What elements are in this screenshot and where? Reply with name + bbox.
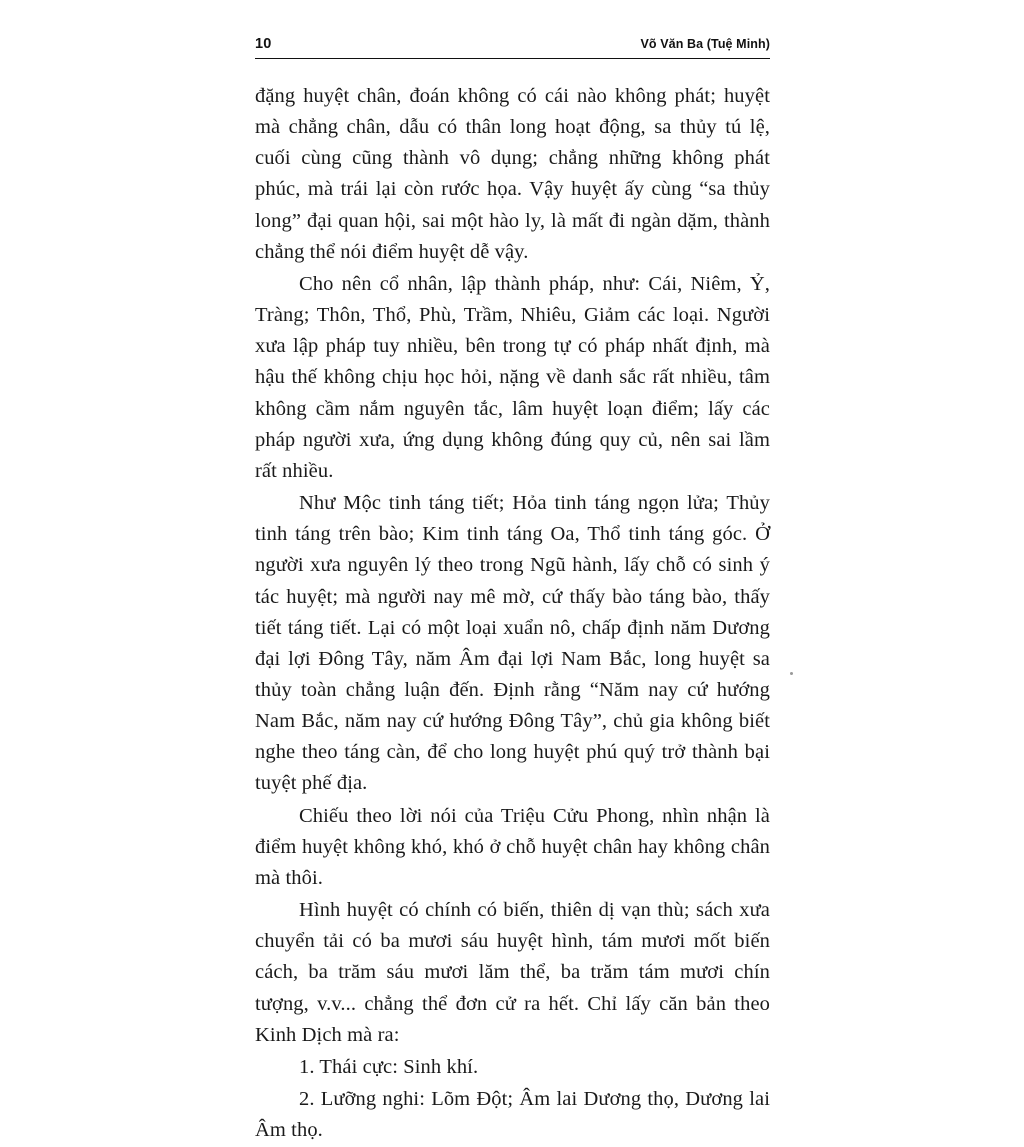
stray-ink-mark xyxy=(790,672,793,675)
paragraph: Cho nên cổ nhân, lập thành pháp, như: Cái, Niêm, Ỷ, Tràng; Thôn, Thổ, Phù, Trầm, Nhiêu, Giảm các loại. Người xưa lập pháp tuy nhiều, bên trong tự có pháp nhất định, mà hậu thế không chịu học hỏi, nặng về danh sắc rất nhiều, tâm không cầm nắm nguyên tắc, lâm huyệt loạn điểm; lấy các pháp người xưa, ứng dụng không đúng quy củ, nên sai lầm rất nhiều. xyxy=(255,272,770,482)
list-item: 2. Lưỡng nghi: Lõm Đột; Âm lai Dương thọ, Dương lai Âm thọ. xyxy=(255,1088,770,1142)
paragraph: đặng huyệt chân, đoán không có cái nào không phát; huyệt mà chẳng chân, dẫu có thân long hoạt động, sa thủy tú lệ, cuối cùng cũng thành vô dụng; chẳng những không phát phúc, mà trái lại còn rước họa. Vậy huyệt ấy cùng “sa thủy long” đại quan hội, sai một hào ly, là mất đi ngàn dặm, thành chẳng thể nói điểm huyệt dễ vậy. xyxy=(255,85,770,263)
body-text xyxy=(255,81,770,1146)
page-content-area xyxy=(255,36,770,1147)
paragraph: Như Mộc tinh táng tiết; Hỏa tinh táng ngọn lửa; Thủy tinh táng trên bào; Kim tinh táng Oa, Thổ tinh táng góc. Ở người xưa nguyên lý theo trong Ngũ hành, lấy chỗ có sinh ý tác huyệt; mà người nay mê mờ, cứ thấy bào táng bào, thấy tiết táng tiết. Lại có một loại xuẩn nô, chấp định năm Dương đại lợi Đông Tây, năm Âm đại lợi Nam Bắc, long huyệt sa thủy toàn chẳng luận đến. Định rằng “Năm nay cứ hướng Nam Bắc, năm nay cứ hướng Đông Tây”, chủ gia không biết nghe theo táng càn, để cho long huyệt phú quý trở thành bại tuyệt phế địa. xyxy=(255,492,770,795)
running-title: Võ Văn Ba (Tuệ Minh) xyxy=(640,37,770,51)
list-item: 1. Thái cực: Sinh khí. xyxy=(299,1055,479,1078)
paragraph: Hình huyệt có chính có biến, thiên dị vạn thù; sách xưa chuyển tải có ba mươi sáu huyệt hình, tám mươi mốt biến cách, ba trăm sáu mươi lăm thể, ba trăm tám mươi chín tượng, v.v... chẳng thể đơn cử ra hết. Chỉ lấy căn bản theo Kinh Dịch mà ra: xyxy=(255,899,770,1046)
page-number: 10 xyxy=(255,36,272,52)
running-head xyxy=(255,36,770,59)
paragraph: Chiếu theo lời nói của Triệu Cửu Phong, nhìn nhận là điểm huyệt không khó, khó ở chỗ huyệt chân hay không chân mà thôi. xyxy=(255,804,770,889)
